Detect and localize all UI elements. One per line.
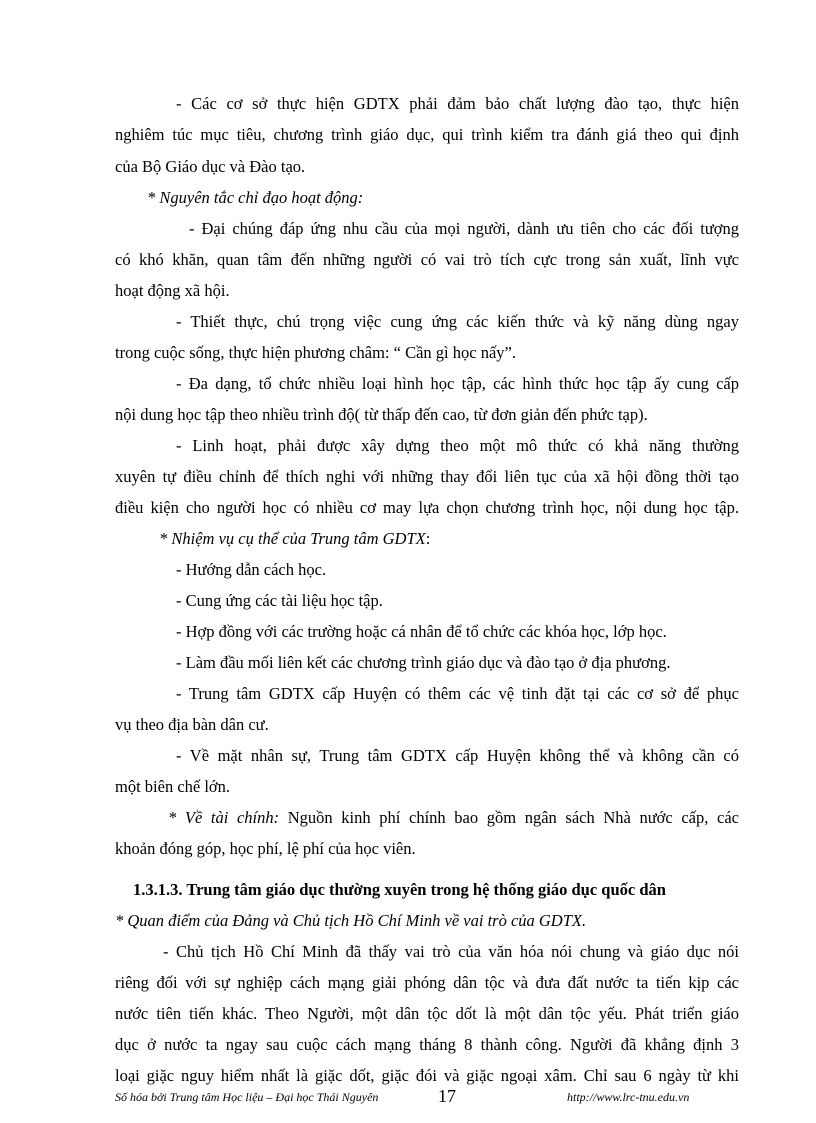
paragraph-line: riêng đối với sự nghiệp cách mạng giải phóng dân tộc và đưa đất nước ta tiến kịp các [115,973,739,992]
paragraph-line: có khó khăn, quan tâm đến những người có vai trò tích cực trong sản xuất, lĩnh vực [115,250,739,269]
section-heading: * Quan điểm của Đảng và Chủ tịch Hồ Chí Minh về vai trò của GDTX. [115,911,587,930]
section-heading-colon: : [425,529,431,548]
page-number: 17 [438,1086,456,1106]
footer-source: Số hóa bởi Trung tâm Học liệu – Đại học Thái Nguyên [115,1090,379,1104]
list-item: - Làm đầu mối liên kết các chương trình giáo dục và đào tạo ở địa phương. [176,653,671,672]
list-item: - Về mặt nhân sự, Trung tâm GDTX cấp Huyện không thể và không cần có [176,746,739,765]
paragraph-line: - Đại chúng đáp ứng nhu cầu của mọi người, dành ưu tiên cho các đối tượng [189,219,739,238]
subsection-title: 1.3.1.3. Trung tâm giáo dục thường xuyên trong hệ thống giáo dục quốc dân [133,880,666,899]
paragraph-line: hoạt động xã hội. [115,281,230,300]
paragraph-line: một biên chế lớn. [115,777,231,796]
paragraph-line: trong cuộc sống, thực hiện phương châm: “ Cần gì học nấy”. [115,343,516,362]
section-heading: * Nguyên tắc chỉ đạo hoạt động: [147,188,364,207]
finance-text: Nguồn kinh phí chính bao gồm ngân sách Nhà nước cấp, các [279,808,739,827]
paragraph-line: dục ở nước ta ngay sau cuộc cách mạng tháng 8 thành công. Người đã khẳng định 3 [115,1035,739,1054]
paragraph-line: điều kiện cho người học có nhiều cơ may lựa chọn chương trình học, nội dung học tập. [115,498,739,517]
paragraph-line: nước tiên tiến khác. Theo Người, một dân tộc dốt là một dân tộc yếu. Phát triển giáo [115,1004,739,1023]
paragraph-line: - Linh hoạt, phải được xây dựng theo một mô thức có khả năng thường [176,436,739,455]
footer-url: http://www.lrc-tnu.edu.vn [567,1090,690,1104]
section-heading [159,529,783,549]
paragraph-line: của Bộ Giáo dục và Đào tạo. [115,157,306,176]
paragraph-line: - Đa dạng, tổ chức nhiều loại hình học tập, các hình thức học tập ấy cung cấp [176,374,739,393]
paragraph-line: vụ theo địa bàn dân cư. [115,715,269,734]
paragraph-line: - Chủ tịch Hồ Chí Minh đã thấy vai trò của văn hóa nói chung và giáo dục nói [163,942,739,961]
list-item: - Hợp đồng với các trường hoặc cá nhân để tổ chức các khóa học, lớp học. [176,622,667,641]
paragraph-line: - Các cơ sở thực hiện GDTX phải đảm bảo chất lượng đào tạo, thực hiện [176,94,739,113]
list-item: - Cung ứng các tài liệu học tập. [176,591,383,610]
paragraph-line: nghiêm túc mục tiêu, chương trình giáo dục, qui trình kiểm tra đánh giá theo qui định [115,125,739,144]
finance-paragraph [168,808,739,828]
paragraph-line: - Thiết thực, chú trọng việc cung ứng các kiến thức và kỹ năng dùng ngay [176,312,739,331]
finance-label: * Về tài chính: [168,808,280,827]
list-item: - Hướng dẫn cách học. [176,560,327,579]
paragraph-line: nội dung học tập theo nhiều trình độ( từ thấp đến cao, từ đơn giản đến phức tạp). [115,405,648,424]
list-item: - Trung tâm GDTX cấp Huyện có thêm các vệ tinh đặt tại các cơ sở để phục [176,684,739,703]
paragraph-line: khoản đóng góp, học phí, lệ phí của học viên. [115,839,416,858]
paragraph-line: loại giặc nguy hiểm nhất là giặc dốt, giặc đói và giặc ngoại xâm. Chỉ sau 6 ngày từ khi [115,1066,739,1085]
paragraph-line: xuyên tự điều chỉnh để thích nghi với những thay đổi liên tục của xã hội đồng thời tạo [115,467,739,486]
section-heading-label: * Nhiệm vụ cụ thể của Trung tâm GDTX [159,529,426,548]
